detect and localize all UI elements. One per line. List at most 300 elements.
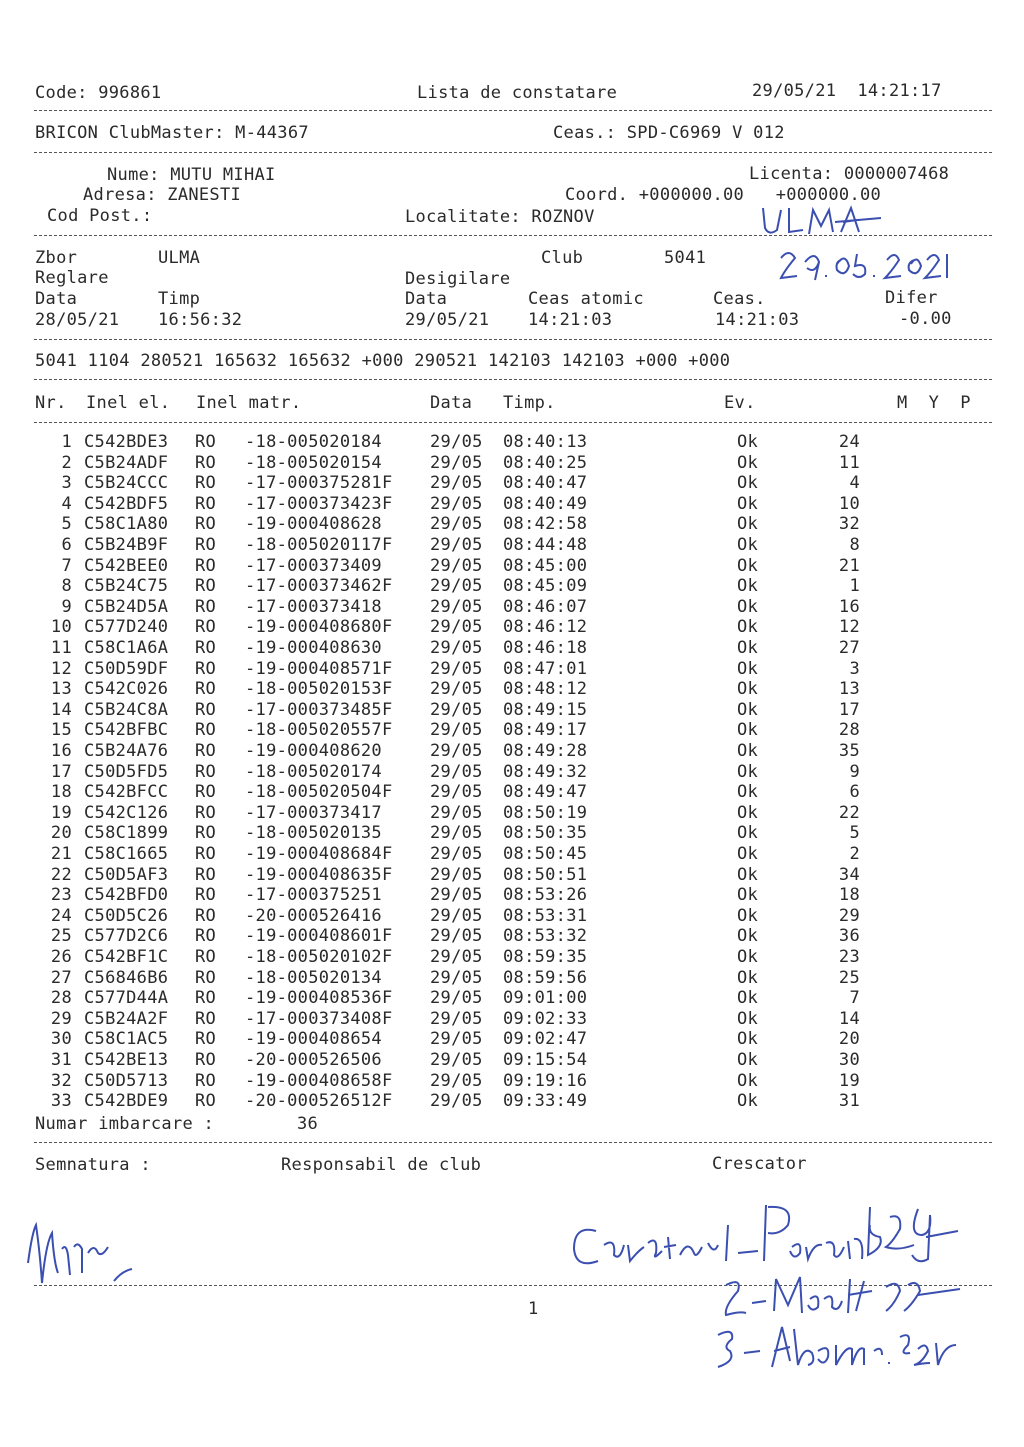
row-nr: 5 [61, 514, 72, 535]
row-inel-matr: -19-000408635F [245, 864, 393, 885]
row-inel-el: C50D59DF [84, 658, 169, 679]
row-time: 08:49:17 [503, 720, 588, 741]
row-nr: 16 [50, 741, 72, 761]
row-date: 29/05 [430, 452, 483, 473]
row-date: 29/05 [430, 926, 483, 947]
row-inel-el: C542BE13 [84, 1050, 169, 1070]
row-event: Ok [737, 720, 759, 741]
row-date: 29/05 [430, 947, 483, 967]
row-nr: 6 [61, 535, 72, 555]
row-nr: 17 [50, 761, 72, 782]
row-inel-el: C542BFCC [84, 782, 169, 803]
row-time: 08:50:45 [503, 844, 588, 864]
row-inel-el: C58C1A6A [84, 638, 169, 658]
row-place: 29 [838, 905, 860, 926]
row-inel-matr: -19-000408628 [245, 514, 382, 535]
atomic-time: 14:21:03 [528, 310, 613, 330]
row-inel-matr: -18-005020134 [245, 967, 382, 988]
row-place: 35 [838, 741, 860, 761]
row-inel-matr: -19-000408684F [245, 844, 393, 864]
print-datetime: 29/05/21 14:21:17 [752, 81, 942, 101]
row-event: Ok [737, 802, 759, 823]
row-inel-el: C5B24C75 [84, 576, 169, 597]
row-place: 28 [838, 720, 860, 741]
row-country: RO [195, 782, 217, 803]
divider [34, 379, 992, 380]
row-date: 29/05 [430, 844, 483, 864]
row-inel-el: C5B24C8A [84, 699, 169, 720]
row-time: 08:46:12 [503, 617, 588, 638]
row-place: 11 [838, 452, 860, 473]
row-inel-matr: -17-000375281F [245, 473, 393, 494]
des-date-label: Data [405, 289, 448, 309]
boarding-count: 36 [297, 1114, 319, 1134]
row-inel-matr: -20-000526416 [245, 905, 382, 926]
row-event: Ok [737, 905, 759, 926]
row-place: 21 [838, 555, 860, 576]
row-event: Ok [737, 988, 759, 1009]
row-place: 36 [838, 926, 860, 947]
row-place: 7 [849, 988, 860, 1009]
row-inel-matr: -17-000373408F [245, 1008, 393, 1029]
row-time: 09:02:47 [503, 1029, 588, 1050]
row-country: RO [195, 905, 217, 926]
row-event: Ok [737, 535, 759, 555]
row-nr: 33 [50, 1091, 72, 1112]
row-inel-matr: -18-005020557F [245, 720, 393, 741]
row-date: 29/05 [430, 864, 483, 885]
row-place: 32 [838, 514, 860, 535]
row-time: 08:40:47 [503, 473, 588, 494]
row-event: Ok [737, 679, 759, 700]
row-place: 30 [838, 1050, 860, 1070]
row-date: 29/05 [430, 514, 483, 535]
row-event: Ok [737, 658, 759, 679]
row-date: 29/05 [430, 802, 483, 823]
row-country: RO [195, 555, 217, 576]
row-event: Ok [737, 576, 759, 597]
row-country: RO [195, 452, 217, 473]
row-nr: 24 [50, 905, 72, 926]
row-time: 08:53:26 [503, 885, 588, 906]
row-place: 3 [849, 658, 860, 679]
row-event: Ok [737, 782, 759, 803]
row-time: 08:59:35 [503, 947, 588, 967]
row-nr: 13 [50, 679, 72, 700]
row-date: 29/05 [430, 1050, 483, 1070]
row-inel-matr: -19-000408630 [245, 638, 382, 658]
row-country: RO [195, 514, 217, 535]
row-time: 08:53:32 [503, 926, 588, 947]
row-inel-matr: -17-000373485F [245, 699, 393, 720]
row-inel-matr: -18-005020153F [245, 679, 393, 700]
difference-label: Difer [885, 288, 938, 308]
row-nr: 30 [50, 1029, 72, 1050]
row-inel-matr: -17-000373418 [245, 596, 382, 617]
row-inel-el: C542BEE0 [84, 555, 169, 576]
row-nr: 22 [50, 864, 72, 885]
reglare-label: Reglare [35, 268, 109, 288]
flight-value: ULMA [158, 248, 201, 268]
row-inel-el: C5B24B9F [84, 535, 169, 555]
row-inel-matr: -19-000408601F [245, 926, 393, 947]
row-date: 29/05 [430, 432, 483, 452]
row-inel-matr: -18-005020135 [245, 823, 382, 844]
row-event: Ok [737, 1050, 759, 1070]
row-time: 08:40:49 [503, 493, 588, 514]
row-date: 29/05 [430, 576, 483, 597]
row-nr: 11 [50, 638, 72, 658]
row-place: 5 [849, 823, 860, 844]
row-time: 08:45:00 [503, 555, 588, 576]
row-inel-el: C5B24ADF [84, 452, 169, 473]
row-place: 13 [838, 679, 860, 700]
row-inel-el: C50D5AF3 [84, 864, 169, 885]
row-nr: 7 [61, 555, 72, 576]
row-inel-matr: -18-005020154 [245, 452, 382, 473]
row-inel-matr: -19-000408654 [245, 1029, 382, 1050]
row-event: Ok [737, 844, 759, 864]
row-inel-matr: -18-005020504F [245, 782, 393, 803]
row-inel-el: C542BDE9 [84, 1091, 169, 1112]
row-nr: 4 [61, 493, 72, 514]
col-ev: Ev. [724, 393, 756, 413]
row-nr: 14 [50, 699, 72, 720]
row-time: 08:49:47 [503, 782, 588, 803]
row-inel-matr: -17-000373409 [245, 555, 382, 576]
row-place: 2 [849, 844, 860, 864]
row-date: 29/05 [430, 596, 483, 617]
row-event: Ok [737, 1091, 759, 1112]
row-inel-matr: -20-000526512F [245, 1091, 393, 1112]
row-country: RO [195, 720, 217, 741]
row-time: 09:19:16 [503, 1070, 588, 1091]
row-country: RO [195, 473, 217, 494]
row-date: 29/05 [430, 535, 483, 555]
row-event: Ok [737, 1029, 759, 1050]
row-nr: 31 [50, 1050, 72, 1070]
row-event: Ok [737, 947, 759, 967]
row-country: RO [195, 699, 217, 720]
club-responsible-label: Responsabil de club [281, 1155, 482, 1175]
row-place: 8 [849, 535, 860, 555]
col-timp: Timp. [503, 393, 556, 413]
row-inel-matr: -17-000375251 [245, 885, 382, 906]
row-inel-el: C577D44A [84, 988, 169, 1009]
row-time: 08:50:19 [503, 802, 588, 823]
row-inel-matr: -19-000408658F [245, 1070, 393, 1091]
col-myp: M Y P [897, 393, 971, 413]
row-inel-el: C542BDF5 [84, 493, 169, 514]
row-country: RO [195, 1070, 217, 1091]
row-country: RO [195, 967, 217, 988]
row-country: RO [195, 617, 217, 638]
row-date: 29/05 [430, 658, 483, 679]
row-event: Ok [737, 596, 759, 617]
row-date: 29/05 [430, 885, 483, 906]
row-time: 08:48:12 [503, 679, 588, 700]
row-event: Ok [737, 452, 759, 473]
row-nr: 2 [61, 452, 72, 473]
document-title: Lista de constatare [417, 83, 618, 103]
col-inel-matr: Inel matr. [196, 393, 302, 413]
encoded-line: 5041 1104 280521 165632 165632 +000 290521 142103 142103 +000 +000 [35, 351, 731, 371]
row-country: RO [195, 844, 217, 864]
row-inel-el: C5B24D5A [84, 596, 169, 617]
row-event: Ok [737, 864, 759, 885]
row-event: Ok [737, 473, 759, 494]
row-country: RO [195, 1050, 217, 1070]
row-place: 9 [849, 761, 860, 782]
row-place: 17 [838, 699, 860, 720]
row-time: 08:44:48 [503, 535, 588, 555]
row-nr: 12 [50, 658, 72, 679]
row-inel-matr: -19-000408680F [245, 617, 393, 638]
row-country: RO [195, 823, 217, 844]
page-number: 1 [528, 1299, 539, 1319]
row-event: Ok [737, 638, 759, 658]
row-inel-matr: -19-000408620 [245, 741, 382, 761]
divider [34, 152, 992, 153]
col-nr: Nr. [35, 393, 67, 413]
row-time: 08:40:25 [503, 452, 588, 473]
row-country: RO [195, 947, 217, 967]
row-country: RO [195, 596, 217, 617]
row-time: 08:49:15 [503, 699, 588, 720]
row-inel-matr: -19-000408536F [245, 988, 393, 1009]
row-time: 09:01:00 [503, 988, 588, 1009]
divider [34, 339, 992, 340]
row-nr: 1 [61, 432, 72, 452]
clock-label: Ceas. [713, 289, 766, 309]
reg-date-label: Data [35, 289, 78, 309]
owner-address: Adresa: ZANESTI [83, 185, 242, 205]
row-place: 20 [838, 1029, 860, 1050]
row-event: Ok [737, 699, 759, 720]
row-inel-el: C58C1665 [84, 844, 169, 864]
club-value: 5041 [664, 248, 707, 268]
row-place: 4 [849, 473, 860, 494]
row-place: 16 [838, 596, 860, 617]
row-event: Ok [737, 926, 759, 947]
row-time: 09:15:54 [503, 1050, 588, 1070]
row-country: RO [195, 432, 217, 452]
row-time: 08:53:31 [503, 905, 588, 926]
row-country: RO [195, 864, 217, 885]
row-time: 08:46:18 [503, 638, 588, 658]
row-date: 29/05 [430, 1008, 483, 1029]
row-place: 31 [838, 1091, 860, 1112]
row-inel-el: C58C1A80 [84, 514, 169, 535]
postal-code: Cod Post.: [47, 206, 153, 226]
row-inel-el: C58C1AC5 [84, 1029, 169, 1050]
row-nr: 29 [50, 1008, 72, 1029]
club-label: Club [541, 248, 584, 268]
row-country: RO [195, 658, 217, 679]
row-inel-matr: -17-000373417 [245, 802, 382, 823]
reg-date: 28/05/21 [35, 310, 120, 330]
row-nr: 3 [61, 473, 72, 494]
row-inel-el: C5B24A76 [84, 741, 169, 761]
row-date: 29/05 [430, 905, 483, 926]
row-nr: 18 [50, 782, 72, 803]
signature-label: Semnatura : [35, 1155, 151, 1175]
row-country: RO [195, 1029, 217, 1050]
row-place: 10 [838, 493, 860, 514]
locality: Localitate: ROZNOV [405, 207, 595, 227]
row-time: 08:46:07 [503, 596, 588, 617]
row-inel-el: C50D5FD5 [84, 761, 169, 782]
row-date: 29/05 [430, 720, 483, 741]
row-place: 12 [838, 617, 860, 638]
difference-value: -0.00 [899, 309, 952, 329]
row-place: 6 [849, 782, 860, 803]
row-country: RO [195, 1008, 217, 1029]
row-event: Ok [737, 823, 759, 844]
row-event: Ok [737, 493, 759, 514]
license-number: Licenta: 0000007468 [749, 164, 950, 184]
row-place: 34 [838, 864, 860, 885]
des-date: 29/05/21 [405, 310, 490, 330]
row-place: 19 [838, 1070, 860, 1091]
row-inel-matr: -19-000408571F [245, 658, 393, 679]
row-date: 29/05 [430, 782, 483, 803]
row-date: 29/05 [430, 823, 483, 844]
row-place: 27 [838, 638, 860, 658]
row-date: 29/05 [430, 1091, 483, 1112]
divider [34, 110, 992, 111]
row-time: 08:45:09 [503, 576, 588, 597]
row-time: 08:59:56 [503, 967, 588, 988]
row-place: 14 [838, 1008, 860, 1029]
row-inel-el: C577D240 [84, 617, 169, 638]
row-nr: 25 [50, 926, 72, 947]
row-nr: 10 [50, 617, 72, 638]
row-event: Ok [737, 741, 759, 761]
col-data: Data [430, 393, 473, 413]
row-country: RO [195, 926, 217, 947]
row-event: Ok [737, 617, 759, 638]
row-inel-matr: -17-000373462F [245, 576, 393, 597]
row-inel-el: C58C1899 [84, 823, 169, 844]
row-date: 29/05 [430, 761, 483, 782]
row-time: 09:33:49 [503, 1091, 588, 1112]
row-date: 29/05 [430, 638, 483, 658]
row-date: 29/05 [430, 1070, 483, 1091]
row-date: 29/05 [430, 473, 483, 494]
row-nr: 8 [61, 576, 72, 597]
row-event: Ok [737, 967, 759, 988]
owner-name: Nume: MUTU MIHAI [107, 165, 276, 185]
row-inel-el: C542BF1C [84, 947, 169, 967]
row-inel-el: C542BFD0 [84, 885, 169, 906]
row-inel-el: C542C126 [84, 802, 169, 823]
row-date: 29/05 [430, 988, 483, 1009]
row-country: RO [195, 988, 217, 1009]
divider [34, 1142, 992, 1143]
row-time: 08:49:32 [503, 761, 588, 782]
row-inel-matr: -18-005020184 [245, 432, 382, 452]
row-event: Ok [737, 1070, 759, 1091]
handwritten-place [755, 200, 885, 240]
row-date: 29/05 [430, 741, 483, 761]
row-event: Ok [737, 761, 759, 782]
row-nr: 19 [50, 802, 72, 823]
row-event: Ok [737, 432, 759, 452]
boarding-count-label: Numar imbarcare : [35, 1114, 215, 1134]
row-country: RO [195, 761, 217, 782]
reg-time-label: Timp [158, 289, 201, 309]
row-date: 29/05 [430, 617, 483, 638]
row-nr: 21 [50, 844, 72, 864]
row-inel-el: C542C026 [84, 679, 169, 700]
col-inel-el: Inel el. [86, 393, 171, 413]
row-country: RO [195, 679, 217, 700]
row-place: 1 [849, 576, 860, 597]
row-country: RO [195, 802, 217, 823]
row-place: 18 [838, 885, 860, 906]
row-nr: 32 [50, 1070, 72, 1091]
row-country: RO [195, 493, 217, 514]
row-inel-matr: -17-000373423F [245, 493, 393, 514]
row-nr: 23 [50, 885, 72, 906]
row-date: 29/05 [430, 679, 483, 700]
row-country: RO [195, 741, 217, 761]
club-master: BRICON ClubMaster: M-44367 [35, 123, 309, 143]
row-time: 08:40:13 [503, 432, 588, 452]
row-nr: 28 [50, 988, 72, 1009]
row-inel-matr: -20-000526506 [245, 1050, 382, 1070]
row-inel-el: C542BDE3 [84, 432, 169, 452]
handwritten-date [775, 244, 960, 286]
row-country: RO [195, 535, 217, 555]
row-time: 08:50:51 [503, 864, 588, 885]
row-place: 23 [838, 947, 860, 967]
desigilare-label: Desigilare [405, 269, 511, 289]
row-country: RO [195, 576, 217, 597]
clock-id: Ceas.: SPD-C6969 V 012 [553, 123, 785, 143]
row-nr: 20 [50, 823, 72, 844]
row-inel-el: C50D5713 [84, 1070, 169, 1091]
row-date: 29/05 [430, 1029, 483, 1050]
row-event: Ok [737, 1008, 759, 1029]
row-place: 22 [838, 802, 860, 823]
row-nr: 27 [50, 967, 72, 988]
breeder-signature [22, 1213, 147, 1293]
row-event: Ok [737, 514, 759, 535]
row-time: 08:49:28 [503, 741, 588, 761]
row-inel-matr: -18-005020117F [245, 535, 393, 555]
coordinates: Coord. +000000.00 +000000.00 [565, 185, 882, 205]
row-event: Ok [737, 555, 759, 576]
row-place: 24 [838, 432, 860, 452]
row-date: 29/05 [430, 555, 483, 576]
row-inel-matr: -18-005020174 [245, 761, 382, 782]
row-inel-el: C577D2C6 [84, 926, 169, 947]
reg-time: 16:56:32 [158, 310, 243, 330]
row-inel-matr: -18-005020102F [245, 947, 393, 967]
row-date: 29/05 [430, 967, 483, 988]
row-time: 08:50:35 [503, 823, 588, 844]
row-inel-el: C542BFBC [84, 720, 169, 741]
handwritten-results [568, 1195, 978, 1390]
row-inel-el: C56846B6 [84, 967, 169, 988]
row-event: Ok [737, 885, 759, 906]
row-date: 29/05 [430, 493, 483, 514]
clock-time: 14:21:03 [715, 310, 800, 330]
row-time: 08:47:01 [503, 658, 588, 679]
row-country: RO [195, 885, 217, 906]
